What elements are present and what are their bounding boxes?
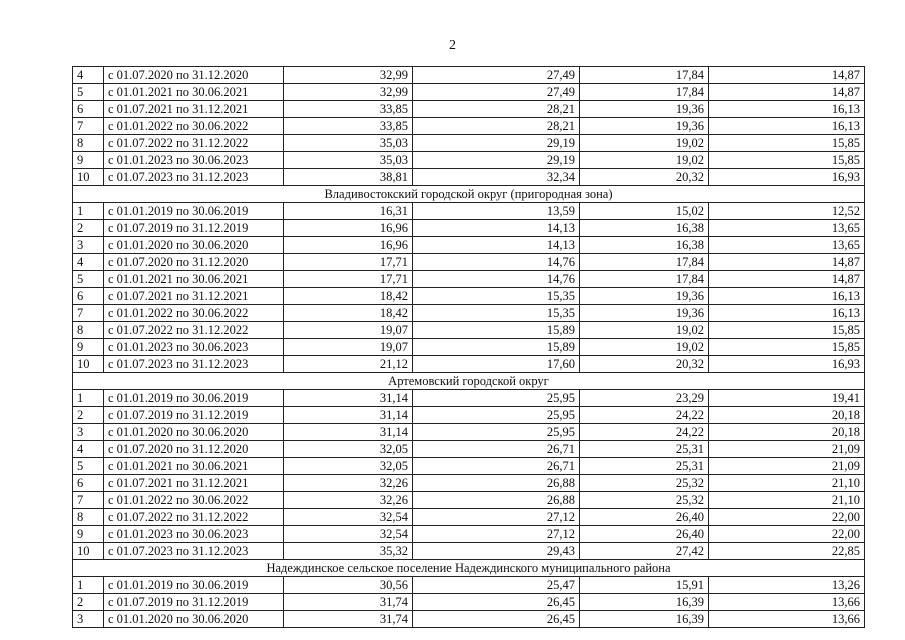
- period-cell: с 01.01.2021 по 30.06.2021: [104, 458, 284, 475]
- tariff-table: [72, 66, 865, 628]
- value-cell-4: 16,93: [709, 169, 865, 186]
- period-cell: с 01.07.2019 по 31.12.2019: [104, 407, 284, 424]
- value-cell-1: 32,05: [284, 458, 413, 475]
- value-cell-4: 14,87: [709, 67, 865, 84]
- value-cell-2: 29,19: [413, 152, 580, 169]
- value-cell-3: 19,02: [580, 135, 709, 152]
- table-row: [73, 577, 865, 594]
- value-cell-4: 13,66: [709, 611, 865, 628]
- value-cell-4: 19,41: [709, 390, 865, 407]
- value-cell-4: 14,87: [709, 84, 865, 101]
- value-cell-3: 17,84: [580, 254, 709, 271]
- value-cell-3: 15,02: [580, 203, 709, 220]
- value-cell-3: 16,38: [580, 237, 709, 254]
- value-cell-1: 35,32: [284, 543, 413, 560]
- value-cell-1: 18,42: [284, 288, 413, 305]
- value-cell-3: 19,02: [580, 152, 709, 169]
- value-cell-2: 13,59: [413, 203, 580, 220]
- table-row: [73, 390, 865, 407]
- section-header-row: [73, 373, 865, 390]
- table-row: [73, 271, 865, 288]
- value-cell-1: 31,14: [284, 424, 413, 441]
- value-cell-3: 17,84: [580, 67, 709, 84]
- value-cell-2: 27,12: [413, 526, 580, 543]
- row-number: 8: [73, 135, 104, 152]
- value-cell-2: 15,89: [413, 322, 580, 339]
- row-number: 7: [73, 492, 104, 509]
- value-cell-2: 25,95: [413, 390, 580, 407]
- table-row: [73, 611, 865, 628]
- value-cell-1: 32,99: [284, 67, 413, 84]
- row-number: 2: [73, 407, 104, 424]
- value-cell-3: 19,36: [580, 288, 709, 305]
- value-cell-4: 14,87: [709, 271, 865, 288]
- value-cell-4: 22,00: [709, 509, 865, 526]
- period-cell: с 01.07.2022 по 31.12.2022: [104, 135, 284, 152]
- value-cell-3: 24,22: [580, 407, 709, 424]
- value-cell-2: 26,45: [413, 594, 580, 611]
- value-cell-4: 21,10: [709, 492, 865, 509]
- row-number: 2: [73, 220, 104, 237]
- table-row: [73, 67, 865, 84]
- value-cell-1: 32,99: [284, 84, 413, 101]
- value-cell-3: 16,38: [580, 220, 709, 237]
- value-cell-4: 15,85: [709, 339, 865, 356]
- row-number: 6: [73, 475, 104, 492]
- value-cell-3: 19,36: [580, 101, 709, 118]
- value-cell-4: 20,18: [709, 424, 865, 441]
- row-number: 7: [73, 305, 104, 322]
- value-cell-2: 14,13: [413, 220, 580, 237]
- value-cell-4: 15,85: [709, 135, 865, 152]
- section-title: Владивостокский городской округ (пригородная зона): [73, 186, 865, 203]
- value-cell-4: 15,85: [709, 152, 865, 169]
- section-header-row: [73, 560, 865, 577]
- table-row: [73, 152, 865, 169]
- value-cell-1: 31,14: [284, 390, 413, 407]
- value-cell-2: 26,45: [413, 611, 580, 628]
- period-cell: с 01.07.2021 по 31.12.2021: [104, 475, 284, 492]
- value-cell-3: 24,22: [580, 424, 709, 441]
- period-cell: с 01.07.2020 по 31.12.2020: [104, 67, 284, 84]
- value-cell-4: 22,00: [709, 526, 865, 543]
- value-cell-2: 25,47: [413, 577, 580, 594]
- value-cell-3: 19,36: [580, 305, 709, 322]
- value-cell-1: 21,12: [284, 356, 413, 373]
- value-cell-4: 13,26: [709, 577, 865, 594]
- row-number: 4: [73, 254, 104, 271]
- row-number: 9: [73, 526, 104, 543]
- period-cell: с 01.07.2022 по 31.12.2022: [104, 322, 284, 339]
- period-cell: с 01.01.2020 по 30.06.2020: [104, 611, 284, 628]
- value-cell-1: 33,85: [284, 118, 413, 135]
- value-cell-1: 18,42: [284, 305, 413, 322]
- value-cell-2: 14,76: [413, 254, 580, 271]
- section-title: Надеждинское сельское поселение Надеждинского муниципального района: [73, 560, 865, 577]
- row-number: 9: [73, 339, 104, 356]
- value-cell-1: 31,74: [284, 611, 413, 628]
- row-number: 5: [73, 271, 104, 288]
- value-cell-1: 32,54: [284, 526, 413, 543]
- table-row: [73, 220, 865, 237]
- value-cell-3: 20,32: [580, 169, 709, 186]
- value-cell-1: 30,56: [284, 577, 413, 594]
- value-cell-3: 17,84: [580, 84, 709, 101]
- row-number: 4: [73, 67, 104, 84]
- value-cell-2: 26,71: [413, 458, 580, 475]
- row-number: 3: [73, 424, 104, 441]
- value-cell-3: 16,39: [580, 611, 709, 628]
- value-cell-1: 31,74: [284, 594, 413, 611]
- table-row: [73, 135, 865, 152]
- period-cell: с 01.07.2019 по 31.12.2019: [104, 220, 284, 237]
- value-cell-2: 29,19: [413, 135, 580, 152]
- table-row: [73, 509, 865, 526]
- table-row: [73, 339, 865, 356]
- period-cell: с 01.07.2020 по 31.12.2020: [104, 254, 284, 271]
- value-cell-1: 32,54: [284, 509, 413, 526]
- row-number: 3: [73, 611, 104, 628]
- table-row: [73, 84, 865, 101]
- value-cell-2: 28,21: [413, 118, 580, 135]
- value-cell-2: 29,43: [413, 543, 580, 560]
- page-number: 2: [449, 38, 456, 53]
- value-cell-3: 26,40: [580, 526, 709, 543]
- value-cell-3: 20,32: [580, 356, 709, 373]
- value-cell-4: 21,10: [709, 475, 865, 492]
- value-cell-1: 16,96: [284, 237, 413, 254]
- table-row: [73, 118, 865, 135]
- value-cell-1: 16,96: [284, 220, 413, 237]
- value-cell-2: 27,49: [413, 84, 580, 101]
- value-cell-4: 16,13: [709, 101, 865, 118]
- value-cell-3: 17,84: [580, 271, 709, 288]
- period-cell: с 01.01.2022 по 30.06.2022: [104, 305, 284, 322]
- period-cell: с 01.07.2023 по 31.12.2023: [104, 356, 284, 373]
- value-cell-4: 16,13: [709, 305, 865, 322]
- period-cell: с 01.01.2022 по 30.06.2022: [104, 492, 284, 509]
- row-number: 1: [73, 203, 104, 220]
- row-number: 10: [73, 169, 104, 186]
- value-cell-2: 14,13: [413, 237, 580, 254]
- value-cell-2: 28,21: [413, 101, 580, 118]
- value-cell-3: 15,91: [580, 577, 709, 594]
- value-cell-3: 27,42: [580, 543, 709, 560]
- value-cell-3: 25,32: [580, 475, 709, 492]
- period-cell: с 01.01.2022 по 30.06.2022: [104, 118, 284, 135]
- value-cell-2: 25,95: [413, 407, 580, 424]
- period-cell: с 01.07.2022 по 31.12.2022: [104, 509, 284, 526]
- value-cell-2: 27,12: [413, 509, 580, 526]
- value-cell-4: 14,87: [709, 254, 865, 271]
- value-cell-3: 19,36: [580, 118, 709, 135]
- value-cell-1: 32,26: [284, 492, 413, 509]
- period-cell: с 01.01.2021 по 30.06.2021: [104, 84, 284, 101]
- table-row: [73, 322, 865, 339]
- value-cell-2: 26,88: [413, 492, 580, 509]
- value-cell-3: 26,40: [580, 509, 709, 526]
- period-cell: с 01.07.2021 по 31.12.2021: [104, 288, 284, 305]
- value-cell-4: 21,09: [709, 441, 865, 458]
- row-number: 4: [73, 441, 104, 458]
- value-cell-4: 15,85: [709, 322, 865, 339]
- value-cell-4: 16,13: [709, 288, 865, 305]
- value-cell-1: 17,71: [284, 271, 413, 288]
- value-cell-1: 32,05: [284, 441, 413, 458]
- table-row: [73, 492, 865, 509]
- value-cell-3: 19,02: [580, 322, 709, 339]
- row-number: 5: [73, 84, 104, 101]
- period-cell: с 01.07.2023 по 31.12.2023: [104, 543, 284, 560]
- value-cell-1: 32,26: [284, 475, 413, 492]
- table-row: [73, 407, 865, 424]
- value-cell-1: 35,03: [284, 135, 413, 152]
- value-cell-1: 38,81: [284, 169, 413, 186]
- value-cell-4: 16,93: [709, 356, 865, 373]
- table-row: [73, 237, 865, 254]
- value-cell-4: 21,09: [709, 458, 865, 475]
- period-cell: с 01.01.2019 по 30.06.2019: [104, 203, 284, 220]
- value-cell-3: 23,29: [580, 390, 709, 407]
- value-cell-2: 15,35: [413, 288, 580, 305]
- value-cell-1: 16,31: [284, 203, 413, 220]
- row-number: 7: [73, 118, 104, 135]
- value-cell-3: 16,39: [580, 594, 709, 611]
- value-cell-1: 19,07: [284, 322, 413, 339]
- value-cell-3: 25,31: [580, 441, 709, 458]
- value-cell-2: 26,88: [413, 475, 580, 492]
- table-row: [73, 288, 865, 305]
- table-row: [73, 356, 865, 373]
- row-number: 8: [73, 509, 104, 526]
- table-row: [73, 475, 865, 492]
- section-header-row: [73, 186, 865, 203]
- table-row: [73, 169, 865, 186]
- period-cell: с 01.01.2023 по 30.06.2023: [104, 152, 284, 169]
- row-number: 2: [73, 594, 104, 611]
- table-row: [73, 305, 865, 322]
- value-cell-3: 25,32: [580, 492, 709, 509]
- table-row: [73, 254, 865, 271]
- row-number: 9: [73, 152, 104, 169]
- value-cell-4: 20,18: [709, 407, 865, 424]
- value-cell-4: 13,66: [709, 594, 865, 611]
- row-number: 8: [73, 322, 104, 339]
- period-cell: с 01.01.2021 по 30.06.2021: [104, 271, 284, 288]
- value-cell-1: 35,03: [284, 152, 413, 169]
- table-row: [73, 594, 865, 611]
- period-cell: с 01.01.2019 по 30.06.2019: [104, 390, 284, 407]
- period-cell: с 01.01.2020 по 30.06.2020: [104, 237, 284, 254]
- table-row: [73, 543, 865, 560]
- value-cell-3: 19,02: [580, 339, 709, 356]
- table-row: [73, 424, 865, 441]
- value-cell-2: 26,71: [413, 441, 580, 458]
- value-cell-3: 25,31: [580, 458, 709, 475]
- value-cell-2: 27,49: [413, 67, 580, 84]
- value-cell-4: 12,52: [709, 203, 865, 220]
- value-cell-2: 14,76: [413, 271, 580, 288]
- row-number: 1: [73, 390, 104, 407]
- value-cell-4: 22,85: [709, 543, 865, 560]
- tariff-table-body: [73, 67, 865, 628]
- value-cell-1: 19,07: [284, 339, 413, 356]
- value-cell-4: 16,13: [709, 118, 865, 135]
- table-row: [73, 526, 865, 543]
- table-row: [73, 203, 865, 220]
- row-number: 3: [73, 237, 104, 254]
- value-cell-2: 15,35: [413, 305, 580, 322]
- row-number: 6: [73, 288, 104, 305]
- period-cell: с 01.01.2023 по 30.06.2023: [104, 526, 284, 543]
- period-cell: с 01.07.2021 по 31.12.2021: [104, 101, 284, 118]
- period-cell: с 01.07.2023 по 31.12.2023: [104, 169, 284, 186]
- table-row: [73, 458, 865, 475]
- value-cell-4: 13,65: [709, 237, 865, 254]
- section-title: Артемовский городской округ: [73, 373, 865, 390]
- value-cell-2: 25,95: [413, 424, 580, 441]
- row-number: 5: [73, 458, 104, 475]
- value-cell-1: 31,14: [284, 407, 413, 424]
- value-cell-2: 15,89: [413, 339, 580, 356]
- period-cell: с 01.01.2020 по 30.06.2020: [104, 424, 284, 441]
- value-cell-2: 17,60: [413, 356, 580, 373]
- value-cell-1: 17,71: [284, 254, 413, 271]
- table-row: [73, 101, 865, 118]
- value-cell-1: 33,85: [284, 101, 413, 118]
- period-cell: с 01.01.2023 по 30.06.2023: [104, 339, 284, 356]
- period-cell: с 01.07.2019 по 31.12.2019: [104, 594, 284, 611]
- row-number: 6: [73, 101, 104, 118]
- table-row: [73, 441, 865, 458]
- value-cell-4: 13,65: [709, 220, 865, 237]
- row-number: 10: [73, 356, 104, 373]
- period-cell: с 01.01.2019 по 30.06.2019: [104, 577, 284, 594]
- value-cell-2: 32,34: [413, 169, 580, 186]
- period-cell: с 01.07.2020 по 31.12.2020: [104, 441, 284, 458]
- row-number: 10: [73, 543, 104, 560]
- row-number: 1: [73, 577, 104, 594]
